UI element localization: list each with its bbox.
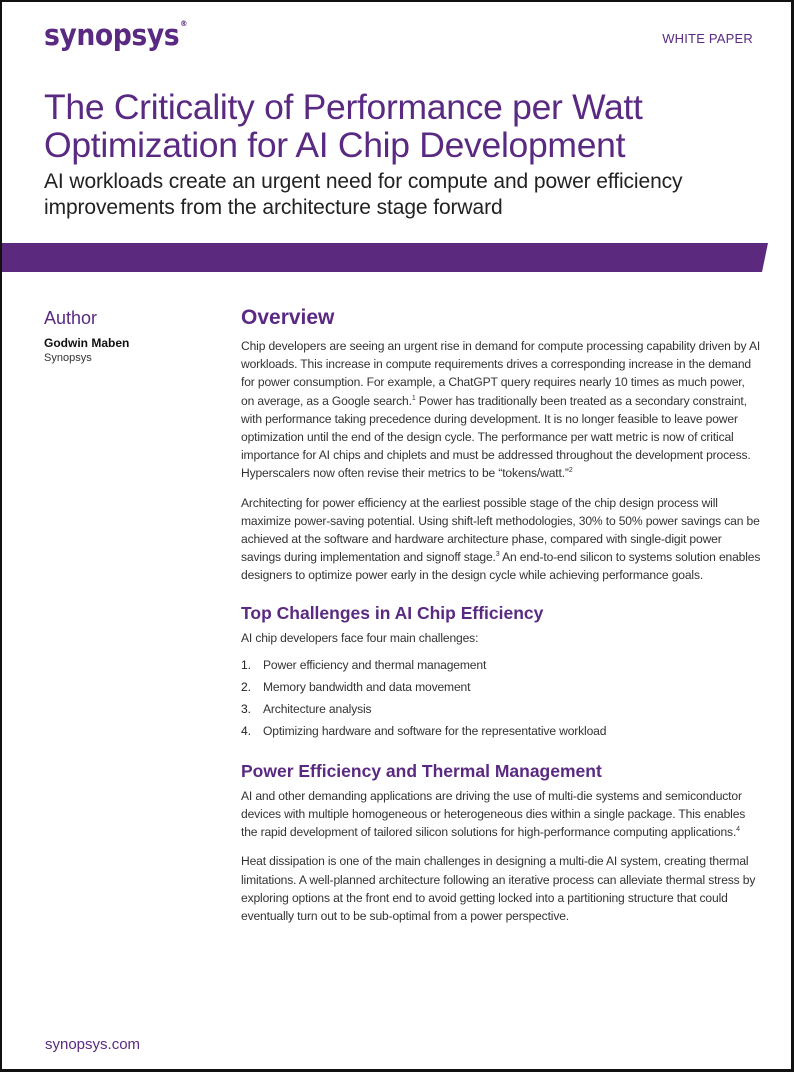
list-item <box>241 676 761 698</box>
synopsys-logo <box>44 18 187 52</box>
list-item-number: 3. <box>241 701 251 716</box>
power-p1-text: AI and other demanding applications are driving the use of multi-die systems and semiconductor devices with multiple homogeneous or heterogeneous dies within a single package. This enables the rapid development of tailored silicon solutions for high-performance computing applications. <box>241 788 746 840</box>
footnote-ref-1[interactable]: 1 <box>411 394 416 402</box>
author-name: Godwin Maben <box>44 336 130 350</box>
list-item-text: Memory bandwidth and data movement <box>263 679 471 694</box>
list-item-text: Optimizing hardware and software for the representative workload <box>263 723 607 738</box>
footnote-ref-3[interactable]: 3 <box>495 551 500 559</box>
footnote-ref-4[interactable]: 4 <box>736 826 740 834</box>
page-title: The Criticality of Performance per Watt Optimization for AI Chip Development <box>44 87 643 165</box>
header-band <box>2 243 794 272</box>
author-sidebar <box>44 307 224 364</box>
overview-paragraph-1 <box>241 337 761 483</box>
main-content <box>241 305 761 925</box>
list-item-number: 2. <box>241 679 251 694</box>
synopsys-website-link[interactable]: synopsys.com <box>45 1036 141 1053</box>
power-efficiency-heading: Power Efficiency and Thermal Management <box>241 760 602 781</box>
footnote-ref-2[interactable]: 2 <box>568 467 573 475</box>
page-subtitle: AI workloads create an urgent need for compute and power efficiency improvements from the architecture stage forward <box>44 170 683 219</box>
list-item-text: Architecture analysis <box>263 701 372 716</box>
challenges-list <box>241 654 761 742</box>
list-item <box>241 720 761 742</box>
power-paragraph-1 <box>241 787 761 842</box>
overview-p1-text-b: Power has traditionally been treated as a secondary constraint, with performance taking precedence during development. It is no longer feasible to leave power optimization until the end of the design cycle. The performance per watt metric is now of critical importance for AI chips and chiplets and must be addressed throughout the development process. Hyperscalers now often revise their metrics to be “tokens/watt.” <box>241 393 751 481</box>
challenges-intro: AI chip developers face four main challenges: <box>241 630 479 645</box>
list-item <box>241 698 761 720</box>
document-type-label: WHITE PAPER <box>662 31 753 46</box>
list-item <box>241 654 761 676</box>
author-heading: Author <box>44 308 98 328</box>
list-item-number: 4. <box>241 723 251 738</box>
overview-p2-text-b: An end-to-end silicon to systems solution enables designers to optimize power early in the design cycle while achieving performance goals. <box>241 550 761 583</box>
challenges-heading: Top Challenges in AI Chip Efficiency <box>241 602 544 623</box>
list-item-number: 1. <box>241 657 251 672</box>
overview-p1-text-a: Chip developers are seeing an urgent rise in demand for compute processing capability driven by AI workloads. This increase in compute requirements drives a corresponding increase in the demand for power consumption. For example, a ChatGPT query requires nearly 10 times as much power, on average, as a Google search. <box>241 339 761 408</box>
overview-heading: Overview <box>241 306 335 329</box>
list-item-text: Power efficiency and thermal management <box>263 657 487 672</box>
author-organization: Synopsys <box>44 352 92 364</box>
header-band-shape <box>2 243 768 272</box>
registered-mark: ® <box>180 19 187 29</box>
logo-text: synopsys <box>44 18 180 52</box>
overview-p2-text-a: Architecting for power efficiency at the earliest possible stage of the chip design process will maximize power-saving potential. Using shift-left methodologies, 30% to 50% power savings can be achieved at the software and hardware architecture phase, compared with single-digit power savings during implementation and signoff stage. <box>241 495 760 565</box>
overview-paragraph-2 <box>241 494 761 585</box>
power-paragraph-2: Heat dissipation is one of the main challenges in designing a multi-die AI system, creating thermal limitations. A well-planned architecture following an iterative process can alleviate thermal stress by exploring options at the front end to avoid getting locked into a partitioning structure that could eventually turn out to be sub-optimal from a power perspective. <box>241 854 756 924</box>
